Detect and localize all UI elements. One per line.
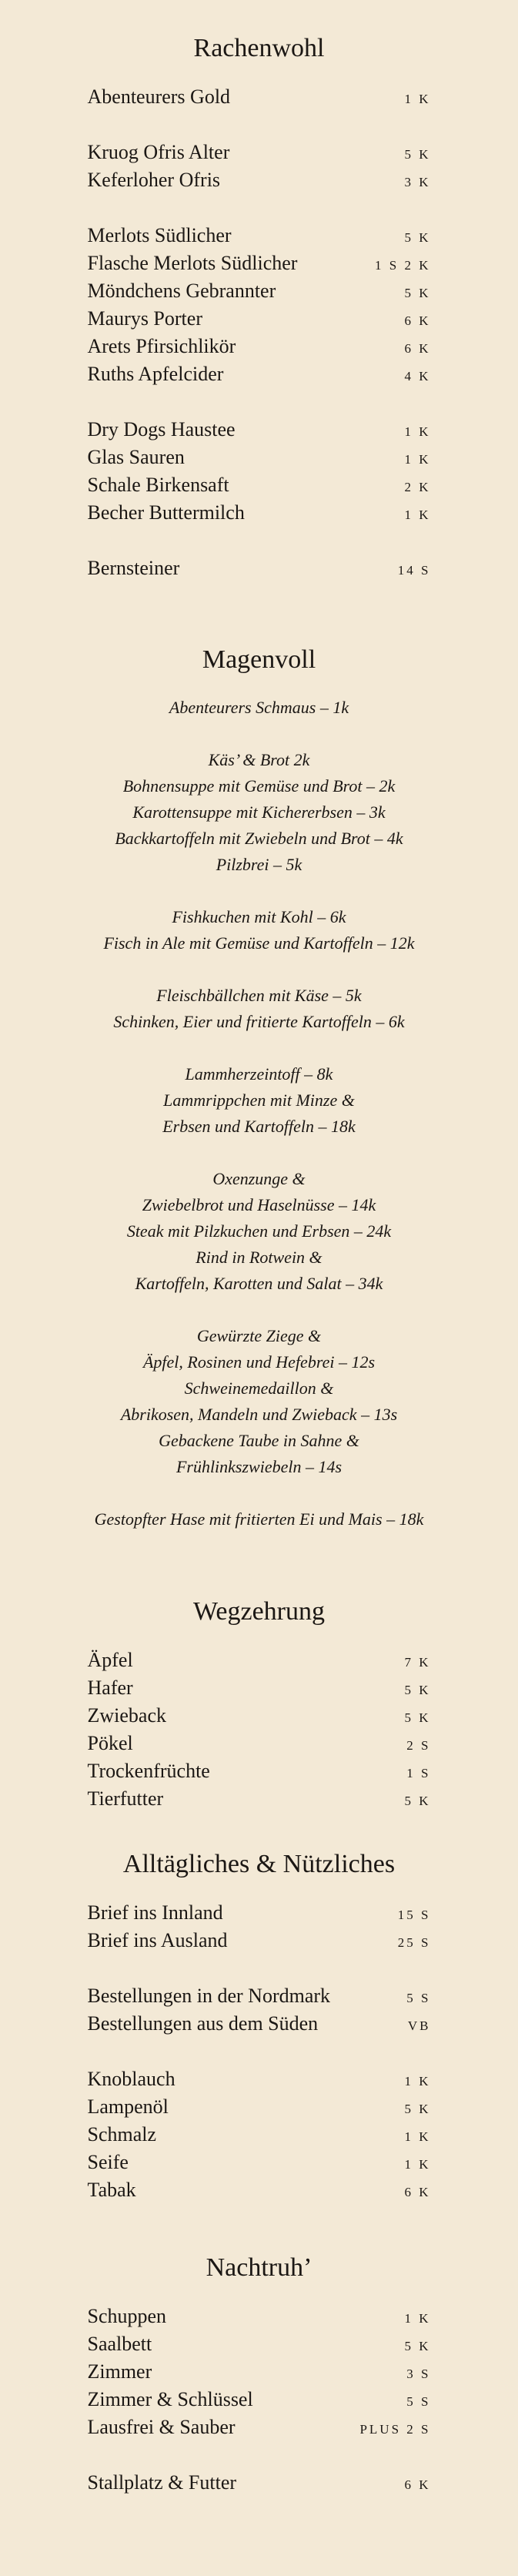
dish-line: Rind in Rotwein & bbox=[196, 1248, 322, 1267]
list-item: Saalbett 5 K bbox=[87, 2333, 431, 2355]
provisions-list bbox=[88, 1646, 431, 1813]
list-item: Bestellungen in der Nordmark 5 S bbox=[87, 1985, 431, 2007]
section-title: Wegzehrung bbox=[193, 1597, 325, 1626]
list-item: Tierfutter 5 K bbox=[87, 1787, 431, 1810]
section-wegzehrung bbox=[0, 1599, 518, 1813]
dish-line: Äpfel, Rosinen und Hefebrei – 12s bbox=[142, 1352, 376, 1372]
dish-line: Abenteurers Schmaus – 1k bbox=[169, 698, 349, 717]
section-magenvoll bbox=[0, 647, 518, 1533]
dish-line: Kartoffeln, Karotten und Salat – 34k bbox=[135, 1274, 383, 1293]
list-item: Schmalz 1 K bbox=[87, 2123, 431, 2146]
list-item: Abenteurers Gold 1 K bbox=[87, 85, 431, 108]
list-item: Schale Birkensaft 2 K bbox=[87, 474, 431, 496]
dish-line: Käs’ & Brot 2k bbox=[208, 750, 310, 769]
dish-line: Backkartoffeln mit Zwiebeln und Brot – 4k bbox=[115, 829, 403, 848]
dish-line: Bohnensuppe mit Gemüse und Brot – 2k bbox=[122, 776, 396, 796]
list-item: Tabak 6 K bbox=[87, 2179, 431, 2201]
list-item: Kruog Ofris Alter 5 K bbox=[87, 141, 431, 163]
dish-line: Steak mit Pilzkuchen und Erbsen – 24k bbox=[126, 1221, 392, 1241]
section-title: Magenvoll bbox=[202, 645, 316, 674]
list-item: Brief ins Innland 15 S bbox=[87, 1901, 431, 1924]
section-rachenwohl bbox=[0, 35, 518, 582]
list-item: Zwieback 5 K bbox=[87, 1704, 431, 1727]
list-item: Maurys Porter 6 K bbox=[87, 307, 431, 330]
dish-line: Abrikosen, Mandeln und Zwieback – 13s bbox=[120, 1405, 398, 1424]
dish-line: Fisch in Ale mit Gemüse und Kartoffeln – 12k bbox=[103, 933, 415, 953]
dish-line: Gewürzte Ziege & bbox=[196, 1326, 322, 1345]
list-item: Hafer 5 K bbox=[87, 1677, 431, 1699]
list-item: Knoblauch 1 K bbox=[87, 2068, 431, 2090]
list-item: Lampenöl 5 K bbox=[87, 2095, 431, 2118]
list-item: Brief ins Ausland 25 S bbox=[87, 1929, 431, 1951]
section-nachtruh bbox=[0, 2255, 518, 2497]
dish-line: Zwiebelbrot und Haselnüsse – 14k bbox=[142, 1195, 376, 1214]
dish-line: Frühlinkszwiebeln – 14s bbox=[175, 1457, 343, 1476]
list-item: Ruths Apfelcider 4 K bbox=[87, 363, 431, 385]
services-list bbox=[88, 1899, 431, 2204]
list-item: Zimmer 3 S bbox=[87, 2360, 431, 2383]
lodging-list bbox=[88, 2303, 431, 2497]
list-item: Flasche Merlots Südlicher 1 S 2 K bbox=[87, 252, 431, 274]
list-item: Bestellungen aus dem Süden VB bbox=[87, 2012, 431, 2035]
dish-line: Schinken, Eier und fritierte Kartoffeln – 6k bbox=[113, 1012, 405, 1031]
list-item: Seife 1 K bbox=[87, 2151, 431, 2173]
list-item: Zimmer & Schlüssel 5 S bbox=[87, 2388, 431, 2410]
list-item: Lausfrei & Sauber PLUS 2 S bbox=[87, 2416, 431, 2438]
dish-line: Pilzbrei – 5k bbox=[216, 855, 302, 874]
list-item: Dry Dogs Haustee 1 K bbox=[87, 418, 431, 440]
list-item: Merlots Südlicher 5 K bbox=[87, 224, 431, 246]
list-item: Bernsteiner 14 S bbox=[87, 557, 431, 579]
drinks-list bbox=[88, 83, 431, 582]
section-title: Nachtruh’ bbox=[206, 2253, 312, 2282]
list-item: Arets Pfirsichlikör 6 K bbox=[87, 335, 431, 357]
list-item: Pökel 2 S bbox=[87, 1732, 431, 1754]
dish-line: Schweinemedaillon & bbox=[184, 1378, 334, 1398]
dish-line: Erbsen und Kartoffeln – 18k bbox=[162, 1117, 356, 1136]
dish-line: Fishkuchen mit Kohl – 6k bbox=[172, 907, 346, 926]
dish-line: Karottensuppe mit Kichererbsen – 3k bbox=[132, 802, 386, 822]
list-item: Trockenfrüchte 1 S bbox=[87, 1760, 431, 1782]
dish-line: Lammherzeintoff – 8k bbox=[185, 1064, 333, 1084]
section-alltaegliches bbox=[0, 1851, 518, 2204]
section-title: Alltägliches & Nützliches bbox=[122, 1850, 396, 1878]
list-item: Glas Sauren 1 K bbox=[87, 446, 431, 468]
dish-line: Lammrippchen mit Minze & bbox=[163, 1090, 355, 1110]
dishes-list bbox=[0, 695, 518, 1533]
list-item: Äpfel 7 K bbox=[87, 1649, 431, 1671]
dish-line: Gebackene Taube in Sahne & bbox=[159, 1431, 359, 1450]
list-item: Keferloher Ofris 3 K bbox=[87, 169, 431, 191]
list-item: Möndchens Gebrannter 5 K bbox=[87, 280, 431, 302]
list-item: Becher Buttermilch 1 K bbox=[87, 501, 431, 524]
dish-line: Gestopfter Hase mit fritierten Ei und Mais – 18k bbox=[94, 1509, 424, 1529]
list-item: Stallplatz & Futter 6 K bbox=[87, 2471, 431, 2494]
section-title: Rachenwohl bbox=[193, 34, 325, 62]
dish-line: Oxenzunge & bbox=[212, 1169, 306, 1188]
dish-line: Fleischbällchen mit Käse – 5k bbox=[156, 986, 362, 1005]
list-item: Schuppen 1 K bbox=[87, 2305, 431, 2327]
